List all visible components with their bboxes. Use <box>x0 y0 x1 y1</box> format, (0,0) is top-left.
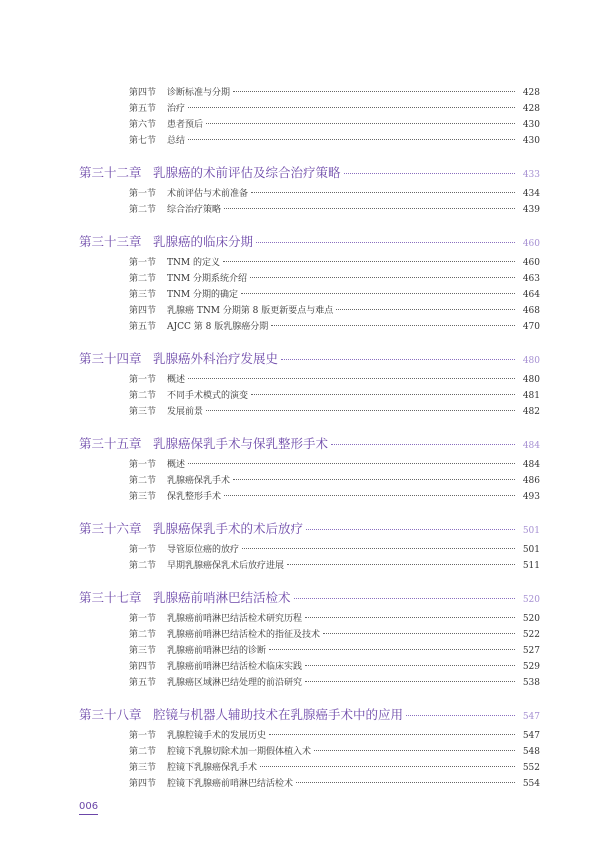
dot-leader <box>250 267 515 278</box>
section-title: 乳腺癌保乳手术 <box>167 476 231 486</box>
chapter-title: 乳腺癌保乳手术与保乳整形手术 <box>153 436 329 451</box>
dot-leader <box>241 283 515 294</box>
chapter-page-number: 520 <box>522 595 540 605</box>
page-footer <box>79 794 98 815</box>
chapter-page-number: 547 <box>522 712 540 722</box>
section-number: 第二节 <box>129 747 157 757</box>
section-title: TNM 分期的确定 <box>167 290 238 300</box>
section-number: 第六节 <box>129 120 157 130</box>
toc-chapter-entry[interactable] <box>79 162 540 184</box>
toc-chapter-entry[interactable] <box>79 587 540 609</box>
section-number: 第二节 <box>129 391 157 401</box>
section-number: 第一节 <box>129 614 157 624</box>
dot-leader <box>233 81 515 92</box>
toc-chapter-entry[interactable] <box>79 518 540 540</box>
section-page-number: 428 <box>522 88 540 98</box>
section-page-number: 460 <box>522 258 540 268</box>
section-title: 总结 <box>167 136 186 146</box>
dot-leader <box>206 113 515 124</box>
section-title: TNM 分期系统介绍 <box>167 274 247 284</box>
section-number: 第三节 <box>129 763 157 773</box>
section-title: 患者预后 <box>167 120 204 130</box>
toc-chapter-entry[interactable] <box>79 231 540 253</box>
dot-leader <box>251 182 515 193</box>
section-number: 第二节 <box>129 630 157 640</box>
section-number: 第四节 <box>129 306 157 316</box>
section-page-number: 538 <box>522 678 540 688</box>
section-number: 第一节 <box>129 189 157 199</box>
section-number: 第二节 <box>129 274 157 284</box>
section-title: 治疗 <box>167 104 186 114</box>
toc-section-entry[interactable] <box>129 488 540 504</box>
dot-leader <box>188 129 515 140</box>
section-number: 第三节 <box>129 407 157 417</box>
toc-section-entry[interactable] <box>129 132 540 148</box>
section-page-number: 522 <box>522 630 540 640</box>
dot-leader <box>344 163 515 174</box>
chapter-number: 第三十六章 <box>79 521 142 536</box>
dot-leader <box>188 97 515 108</box>
chapter-title: 乳腺癌前哨淋巴结活检术 <box>153 590 291 605</box>
section-page-number: 520 <box>522 614 540 624</box>
dot-leader <box>305 655 515 666</box>
section-number: 第三节 <box>129 646 157 656</box>
section-title: 发展前景 <box>167 407 204 417</box>
dot-leader <box>323 623 515 634</box>
chapter-title: 乳腺癌外科治疗发展史 <box>153 351 279 366</box>
section-page-number: 428 <box>522 104 540 114</box>
section-title: 腔镜下乳腺癌前哨淋巴结活检术 <box>167 779 294 789</box>
section-page-number: 548 <box>522 747 540 757</box>
dot-leader <box>287 554 515 565</box>
dot-leader <box>269 639 515 650</box>
section-page-number: 547 <box>522 731 540 741</box>
dot-leader <box>242 538 515 549</box>
section-title: 不同手术模式的演变 <box>167 391 249 401</box>
section-title: 乳腺癌 TNM 分期第 8 版更新要点与难点 <box>167 306 334 316</box>
chapter-title: 乳腺癌的术前评估及综合治疗策略 <box>153 165 341 180</box>
section-number: 第七节 <box>129 136 157 146</box>
section-page-number: 527 <box>522 646 540 656</box>
toc-chapter-entry[interactable] <box>79 433 540 455</box>
section-title: 术前评估与术前准备 <box>167 189 249 199</box>
dot-leader <box>224 198 515 209</box>
section-number: 第三节 <box>129 290 157 300</box>
dot-leader <box>305 671 515 682</box>
dot-leader <box>296 772 515 783</box>
section-page-number: 463 <box>522 274 540 284</box>
section-title: 乳腺腔镜手术的发展历史 <box>167 731 267 741</box>
section-title: 乳腺癌前哨淋巴结活检术研究历程 <box>167 614 303 624</box>
section-page-number: 430 <box>522 136 540 146</box>
section-title: 概述 <box>167 375 186 385</box>
dot-leader <box>251 384 515 395</box>
section-page-number: 486 <box>522 476 540 486</box>
section-number: 第二节 <box>129 476 157 486</box>
toc-section-entry[interactable] <box>129 201 540 217</box>
chapter-page-number: 480 <box>522 356 540 366</box>
dot-leader <box>305 607 515 618</box>
section-number: 第一节 <box>129 545 157 555</box>
dot-leader <box>269 724 515 735</box>
toc-section-entry[interactable] <box>129 318 540 334</box>
dot-leader <box>223 251 515 262</box>
section-page-number: 481 <box>522 391 540 401</box>
section-number: 第一节 <box>129 460 157 470</box>
dot-leader <box>336 299 515 310</box>
chapter-number: 第三十八章 <box>79 707 142 722</box>
section-page-number: 470 <box>522 322 540 332</box>
section-page-number: 480 <box>522 375 540 385</box>
section-number: 第一节 <box>129 731 157 741</box>
dot-leader <box>331 434 515 445</box>
dot-leader <box>256 232 515 243</box>
section-title: 早期乳腺癌保乳术后放疗进展 <box>167 561 285 571</box>
section-title: 乳腺癌区域淋巴结处理的前沿研究 <box>167 678 303 688</box>
toc-section-entry[interactable] <box>129 775 540 791</box>
section-page-number: 501 <box>522 545 540 555</box>
toc-section-entry[interactable] <box>129 674 540 690</box>
dot-leader <box>233 469 515 480</box>
section-title: TNM 的定义 <box>167 258 220 268</box>
chapter-page-number: 484 <box>522 441 540 451</box>
section-page-number: 439 <box>522 205 540 215</box>
section-title: 腔镜下乳腺癌保乳手术 <box>167 763 258 773</box>
section-number: 第二节 <box>129 205 157 215</box>
dot-leader <box>271 315 515 326</box>
toc-section-entry[interactable] <box>129 557 540 573</box>
section-number: 第四节 <box>129 662 157 672</box>
toc-section-entry[interactable] <box>129 403 540 419</box>
section-number: 第二节 <box>129 561 157 571</box>
section-title: 综合治疗策略 <box>167 205 222 215</box>
section-page-number: 434 <box>522 189 540 199</box>
section-page-number: 552 <box>522 763 540 773</box>
section-number: 第一节 <box>129 258 157 268</box>
chapter-number: 第三十七章 <box>79 590 142 605</box>
section-number: 第四节 <box>129 88 157 98</box>
chapter-page-number: 460 <box>522 239 540 249</box>
section-page-number: 464 <box>522 290 540 300</box>
chapter-number: 第三十五章 <box>79 436 142 451</box>
section-page-number: 430 <box>522 120 540 130</box>
section-number: 第五节 <box>129 678 157 688</box>
chapter-number: 第三十四章 <box>79 351 142 366</box>
chapter-number: 第三十二章 <box>79 165 142 180</box>
dot-leader <box>314 740 515 751</box>
dot-leader <box>188 453 515 464</box>
page-number: 006 <box>79 801 98 815</box>
section-number: 第三节 <box>129 492 157 502</box>
dot-leader <box>188 368 515 379</box>
dot-leader <box>306 519 515 530</box>
section-title: 概述 <box>167 460 186 470</box>
section-page-number: 493 <box>522 492 540 502</box>
section-number: 第四节 <box>129 779 157 789</box>
section-page-number: 554 <box>522 779 540 789</box>
section-title: 导管原位癌的放疗 <box>167 545 240 555</box>
section-title: 乳腺癌前哨淋巴结活检术临床实践 <box>167 662 303 672</box>
section-page-number: 484 <box>522 460 540 470</box>
section-page-number: 468 <box>522 306 540 316</box>
table-of-contents <box>0 84 616 791</box>
section-number: 第五节 <box>129 104 157 114</box>
section-title: 诊断标准与分期 <box>167 88 231 98</box>
section-title: 腔镜下乳腺切除术加一期假体植入术 <box>167 747 312 757</box>
dot-leader <box>260 756 515 767</box>
chapter-page-number: 433 <box>522 170 540 180</box>
chapter-page-number: 501 <box>522 526 540 536</box>
dot-leader <box>224 485 515 496</box>
section-number: 第五节 <box>129 322 157 332</box>
section-number: 第一节 <box>129 375 157 385</box>
section-page-number: 529 <box>522 662 540 672</box>
toc-chapter-entry[interactable] <box>79 348 540 370</box>
chapter-title: 乳腺癌的临床分期 <box>153 234 254 249</box>
chapter-number: 第三十三章 <box>79 234 142 249</box>
section-title: 乳腺癌前哨淋巴结活检术的指征及技术 <box>167 630 321 640</box>
section-title: 乳腺癌前哨淋巴结的诊断 <box>167 646 267 656</box>
section-page-number: 511 <box>522 561 540 571</box>
dot-leader <box>281 349 515 360</box>
section-page-number: 482 <box>522 407 540 417</box>
section-title: AJCC 第 8 版乳腺癌分期 <box>167 322 269 332</box>
chapter-title: 腔镜与机器人辅助技术在乳腺癌手术中的应用 <box>153 707 404 722</box>
dot-leader <box>294 588 515 599</box>
chapter-title: 乳腺癌保乳手术的术后放疗 <box>153 521 304 536</box>
dot-leader <box>206 400 515 411</box>
toc-chapter-entry[interactable] <box>79 704 540 726</box>
dot-leader <box>406 705 515 716</box>
section-title: 保乳整形手术 <box>167 492 222 502</box>
